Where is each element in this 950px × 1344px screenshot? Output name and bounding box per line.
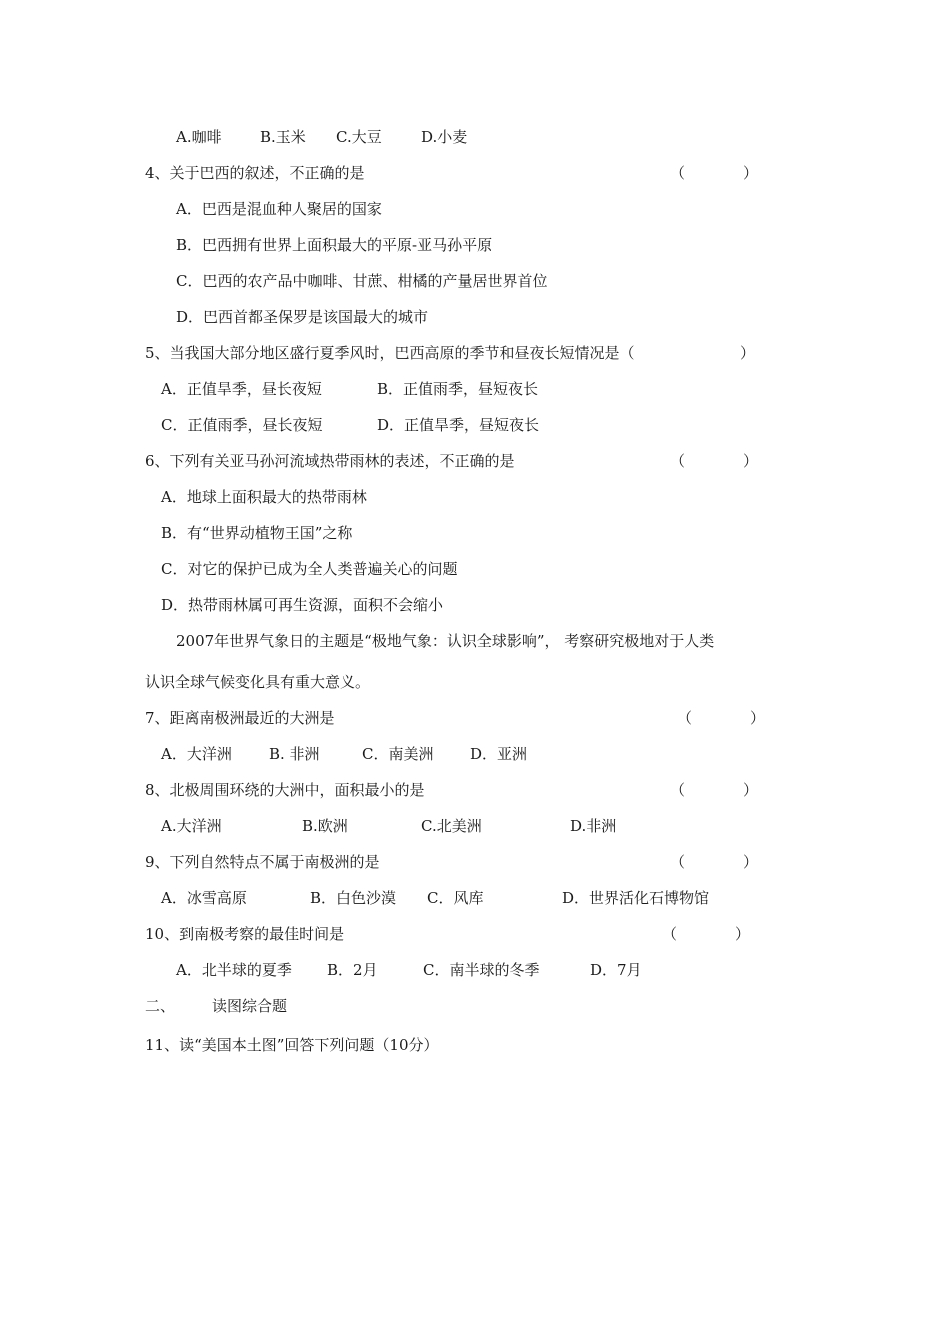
q11-stem: 11、读“美国本土图”回答下列问题（10分）: [145, 1036, 439, 1054]
q5-option-c: C．正值雨季，昼长夜短: [161, 416, 323, 434]
q8-answer-blank: （ ）: [670, 781, 759, 799]
q9-answer-blank: （ ）: [670, 853, 759, 871]
section-number: 二、: [145, 997, 176, 1015]
q4-option-a: A．巴西是混血种人聚居的国家: [176, 200, 382, 218]
q9-stem: 9、下列自然特点不属于南极洲的是: [145, 853, 380, 871]
q5-paren-close: ）: [740, 344, 756, 362]
q10-option-a: A．北半球的夏季: [176, 961, 292, 979]
q10-option-c: C．南半球的冬季: [423, 961, 540, 979]
q7-option-b: B. 非洲: [269, 745, 320, 763]
q6-option-d: D．热带雨林属可再生资源，面积不会缩小: [161, 596, 444, 614]
q5-option-b: B．正值雨季，昼短夜长: [377, 380, 539, 398]
q6-stem: 6、下列有关亚马孙河流域热带雨林的表述，不正确的是: [145, 452, 515, 470]
q10-answer-blank: （ ）: [662, 925, 751, 943]
section-title: 读图综合题: [212, 997, 288, 1015]
q10-option-d: D．7月: [590, 961, 642, 979]
q7-option-c: C．南美洲: [362, 745, 434, 763]
q3-option-c: C.大豆: [336, 128, 382, 146]
q9-option-d: D．世界活化石博物馆: [562, 889, 710, 907]
q10-stem: 10、到南极考察的最佳时间是: [145, 925, 345, 943]
q4-option-b: B．巴西拥有世界上面积最大的平原-亚马孙平原: [176, 236, 493, 254]
q3-option-b: B.玉米: [260, 128, 306, 146]
q7-answer-blank: （ ）: [677, 709, 766, 727]
q8-option-d: D.非洲: [570, 817, 617, 835]
q7-stem: 7、距离南极洲最近的大洲是: [145, 709, 335, 727]
q8-option-b: B.欧洲: [302, 817, 348, 835]
intro-line-1: 2007年世界气象日的主题是“极地气象：认识全球影响”， 考察研究极地对于人类: [176, 632, 715, 650]
q5-option-d: D．正值旱季，昼短夜长: [377, 416, 540, 434]
q7-option-d: D．亚洲: [470, 745, 528, 763]
q6-option-c: C．对它的保护已成为全人类普遍关心的问题: [161, 560, 458, 578]
q4-option-c: C．巴西的农产品中咖啡、甘蔗、柑橘的产量居世界首位: [176, 272, 548, 290]
q4-option-d: D．巴西首都圣保罗是该国最大的城市: [176, 308, 429, 326]
q9-option-b: B．白色沙漠: [310, 889, 397, 907]
q6-option-a: A．地球上面积最大的热带雨林: [161, 488, 367, 506]
q8-option-a: A.大洋洲: [161, 817, 222, 835]
q3-option-a: A.咖啡: [176, 128, 222, 146]
q6-option-b: B．有“世界动植物王国”之称: [161, 524, 353, 542]
q9-option-a: A．冰雪高原: [161, 889, 247, 907]
q8-option-c: C.北美洲: [421, 817, 482, 835]
q10-option-b: B．2月: [327, 961, 378, 979]
q5-option-a: A．正值旱季，昼长夜短: [161, 380, 322, 398]
intro-line-2: 认识全球气候变化具有重大意义。: [145, 673, 371, 691]
q6-answer-blank: （ ）: [670, 452, 759, 470]
q3-option-d: D.小麦: [421, 128, 468, 146]
q7-option-a: A．大洋洲: [161, 745, 232, 763]
q8-stem: 8、北极周围环绕的大洲中，面积最小的是: [145, 781, 425, 799]
q4-answer-blank: （ ）: [670, 164, 759, 182]
q4-stem: 4、关于巴西的叙述，不正确的是: [145, 164, 365, 182]
q9-option-c: C．风库: [427, 889, 484, 907]
q5-stem: 5、当我国大部分地区盛行夏季风时，巴西高原的季节和昼夜长短情况是（: [145, 344, 635, 362]
